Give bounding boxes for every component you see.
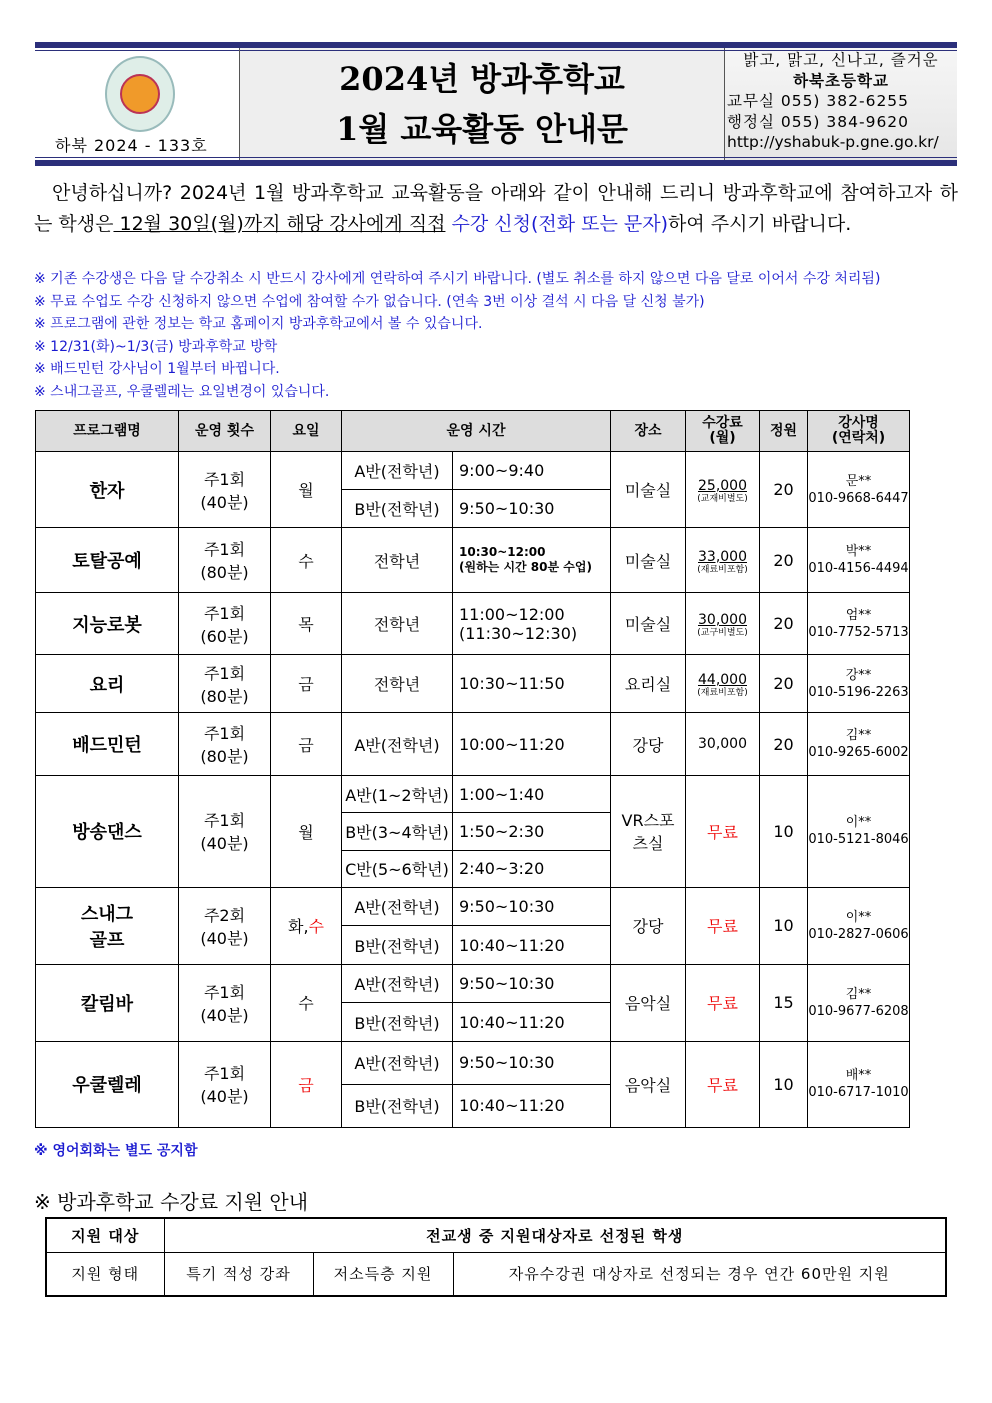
- capacity: 10: [760, 887, 808, 964]
- program-name: 요리: [36, 655, 179, 713]
- location: VR스포 츠실: [611, 776, 686, 888]
- table-row: [36, 528, 910, 593]
- class-group: B반(전학년): [342, 1003, 453, 1042]
- fee: 30,000: [686, 713, 760, 776]
- school-motto: 밝고, 맑고, 신나고, 즐거운: [743, 51, 939, 69]
- title-line-2: 1월 교육활동 안내문: [336, 110, 628, 148]
- class-time: 10:30~11:50: [453, 655, 611, 713]
- fee: 44,000 (재료비포함): [686, 655, 760, 713]
- logo-cell: [35, 48, 240, 160]
- class-group: A반(전학년): [342, 1041, 453, 1084]
- location: 미술실: [611, 452, 686, 528]
- document-header: [35, 42, 957, 166]
- location: 미술실: [611, 528, 686, 593]
- location: 음악실: [611, 964, 686, 1041]
- class-group: B반(전학년): [342, 1084, 453, 1127]
- support-target-value: 전교생 중 지원대상자로 선정된 학생: [164, 1218, 946, 1252]
- location: 강당: [611, 713, 686, 776]
- fee: 무료: [686, 887, 760, 964]
- class-time: 9:50~10:30: [453, 887, 611, 926]
- phone-admin: 행정실 055) 384-9620: [727, 112, 910, 131]
- intro-text-end: 하여 주시기 바랍니다.: [667, 213, 852, 235]
- column-header: 장소: [611, 411, 686, 452]
- class-group: 전학년: [342, 655, 453, 713]
- fee: 33,000 (재료비포함): [686, 528, 760, 593]
- teacher-contact: 엄** 010-7752-5713: [808, 593, 910, 655]
- location: 음악실: [611, 1041, 686, 1127]
- session-count: 주1회 (40분): [179, 452, 271, 528]
- program-name: 토탈공예: [36, 528, 179, 593]
- column-header: 프로그램명: [36, 411, 179, 452]
- session-count: 주1회 (80분): [179, 655, 271, 713]
- school-name: 하북초등학교: [793, 71, 889, 90]
- program-name: 스내그 골프: [36, 887, 179, 964]
- notes-list: [34, 268, 880, 404]
- column-header: 운영 횟수: [179, 411, 271, 452]
- table-row: [36, 713, 910, 776]
- teacher-contact: 김** 010-9677-6208: [808, 964, 910, 1041]
- support-table: [45, 1217, 947, 1297]
- teacher-contact: 배** 010-6717-1010: [808, 1041, 910, 1127]
- document-number: 하북 2024 - 133호: [55, 136, 208, 155]
- location: 미술실: [611, 593, 686, 655]
- title-line-1: 2024년 방과후학교: [339, 60, 625, 98]
- weekday: 금: [271, 655, 342, 713]
- session-count: 주1회 (80분): [179, 528, 271, 593]
- program-name: 지능로봇: [36, 593, 179, 655]
- note: ※ 스내그골프, 우쿨렐레는 요일변경이 있습니다.: [34, 383, 330, 400]
- weekday: 월: [271, 776, 342, 888]
- support-type-label: 지원 형태: [46, 1252, 164, 1296]
- school-url[interactable]: http://yshabuk-p.gne.go.kr/: [727, 133, 939, 151]
- location: 요리실: [611, 655, 686, 713]
- weekday: 금: [271, 1041, 342, 1127]
- english-note: ※ 영어회화는 별도 공지함: [34, 1143, 198, 1159]
- note: ※ 기존 수강생은 다음 달 수강취소 시 반드시 강사에게 연락하여 주시기 바랍니다. (별도 취소를 하지 않으면 다음 달로 이어서 수강 처리됨): [34, 271, 881, 287]
- note: ※ 프로그램에 관한 정보는 학교 홈페이지 방과후학교에서 볼 수 있습니다.: [34, 316, 483, 333]
- table-row: [36, 655, 910, 713]
- class-time: 9:50~10:30: [453, 490, 611, 528]
- class-group: A반(전학년): [342, 964, 453, 1003]
- support-title: ※ 방과후학교 수강료 지원 안내: [34, 1190, 309, 1214]
- intro-text: 안녕하십니까? 2024년 1월 방과후학교 교육활동을 아래와 같이 안내해 드리니 방과후학교에 참여하고자 하는 학생은: [34, 182, 958, 235]
- session-count: 주1회 (80분): [179, 713, 271, 776]
- capacity: 20: [760, 528, 808, 593]
- fee: 무료: [686, 1041, 760, 1127]
- class-time: 10:00~11:20: [453, 713, 611, 776]
- class-group: 전학년: [342, 528, 453, 593]
- column-header: 운영 시간: [342, 411, 611, 452]
- class-time: 1:50~2:30: [453, 813, 611, 850]
- session-count: 주1회 (60분): [179, 593, 271, 655]
- fee: 30,000 (교구비별도): [686, 593, 760, 655]
- class-time: 2:40~3:20: [453, 850, 611, 887]
- program-name: 한자: [36, 452, 179, 528]
- capacity: 20: [760, 452, 808, 528]
- teacher-contact: 이** 010-5121-8046: [808, 776, 910, 888]
- weekday: 수: [271, 528, 342, 593]
- class-time: 10:40~11:20: [453, 1003, 611, 1042]
- column-header: 정원: [760, 411, 808, 452]
- session-count: 주2회 (40분): [179, 887, 271, 964]
- class-time: 9:50~10:30: [453, 964, 611, 1003]
- class-time: 10:40~11:20: [453, 926, 611, 965]
- teacher-contact: 박** 010-4156-4494: [808, 528, 910, 593]
- note: ※ 무료 수업도 수강 신청하지 않으면 수업에 참여할 수가 없습니다. (연속 3번 이상 결석 시 다음 달 신청 불가): [34, 293, 705, 310]
- class-group: 전학년: [342, 593, 453, 655]
- capacity: 10: [760, 776, 808, 888]
- location: 강당: [611, 887, 686, 964]
- table-row: [36, 593, 910, 655]
- intro-apply: 수강 신청(전화 또는 문자): [445, 213, 668, 235]
- fee: 무료: [686, 964, 760, 1041]
- class-time: 1:00~1:40: [453, 776, 611, 813]
- program-name: 방송댄스: [36, 776, 179, 888]
- class-time: 11:00~12:00 (11:30~12:30): [453, 593, 611, 655]
- support-type-2: 저소득층 지원: [313, 1252, 453, 1296]
- class-group: B반(전학년): [342, 490, 453, 528]
- class-group: A반(전학년): [342, 713, 453, 776]
- class-group: A반(전학년): [342, 887, 453, 926]
- class-time: 10:40~11:20: [453, 1084, 611, 1127]
- weekday: 화,수: [271, 887, 342, 964]
- program-name: 배드민턴: [36, 713, 179, 776]
- weekday: 월: [271, 452, 342, 528]
- support-type-3: 자유수강권 대상자로 선정되는 경우 연간 60만원 지원: [453, 1252, 946, 1296]
- note: ※ 12/31(화)~1/3(금) 방과후학교 방학: [34, 338, 278, 355]
- class-group: A반(1~2학년): [342, 776, 453, 813]
- column-header: 강사명 (연락처): [808, 411, 910, 452]
- fee: 25,000 (교재비별도): [686, 452, 760, 528]
- teacher-contact: 김** 010-9265-6002: [808, 713, 910, 776]
- class-time: 10:30~12:00 (원하는 시간 80분 수업): [453, 528, 611, 593]
- teacher-contact: 이** 010-2827-0606: [808, 887, 910, 964]
- fee: 무료: [686, 776, 760, 888]
- program-name: 우쿨렐레: [36, 1041, 179, 1127]
- class-group: C반(5~6학년): [342, 850, 453, 887]
- program-name: 칼림바: [36, 964, 179, 1041]
- class-time: 9:50~10:30: [453, 1041, 611, 1084]
- note: ※ 배드민턴 강사님이 1월부터 바뀝니다.: [34, 361, 280, 378]
- class-group: B반(전학년): [342, 926, 453, 965]
- weekday: 목: [271, 593, 342, 655]
- weekday: 금: [271, 713, 342, 776]
- intro-deadline: 12월 30일(월)까지 해당 강사에게 직접: [113, 213, 446, 235]
- support-target-label: 지원 대상: [46, 1218, 164, 1252]
- teacher-contact: 강** 010-5196-2263: [808, 655, 910, 713]
- class-time: 9:00~9:40: [453, 452, 611, 490]
- capacity: 10: [760, 1041, 808, 1127]
- table-row: [36, 1041, 910, 1084]
- class-group: A반(전학년): [342, 452, 453, 490]
- intro-paragraph: [34, 178, 958, 240]
- teacher-contact: 문** 010-9668-6447: [808, 452, 910, 528]
- table-row: [36, 887, 910, 926]
- phone-office: 교무실 055) 382-6255: [727, 92, 910, 110]
- support-type-1: 특기 적성 강좌: [164, 1252, 313, 1296]
- table-row: [36, 964, 910, 1003]
- class-group: B반(3~4학년): [342, 813, 453, 850]
- session-count: 주1회 (40분): [179, 1041, 271, 1127]
- column-header: 수강료 (월): [686, 411, 760, 452]
- column-header: 요일: [271, 411, 342, 452]
- table-row: [36, 776, 910, 813]
- session-count: 주1회 (40분): [179, 776, 271, 888]
- capacity: 20: [760, 713, 808, 776]
- capacity: 20: [760, 593, 808, 655]
- program-table: [35, 410, 910, 1128]
- session-count: 주1회 (40분): [179, 964, 271, 1041]
- table-row: [36, 452, 910, 490]
- school-info: [725, 48, 957, 160]
- document-title: [240, 48, 725, 160]
- capacity: 20: [760, 655, 808, 713]
- capacity: 15: [760, 964, 808, 1041]
- school-emblem-icon: [105, 56, 175, 132]
- weekday: 수: [271, 964, 342, 1041]
